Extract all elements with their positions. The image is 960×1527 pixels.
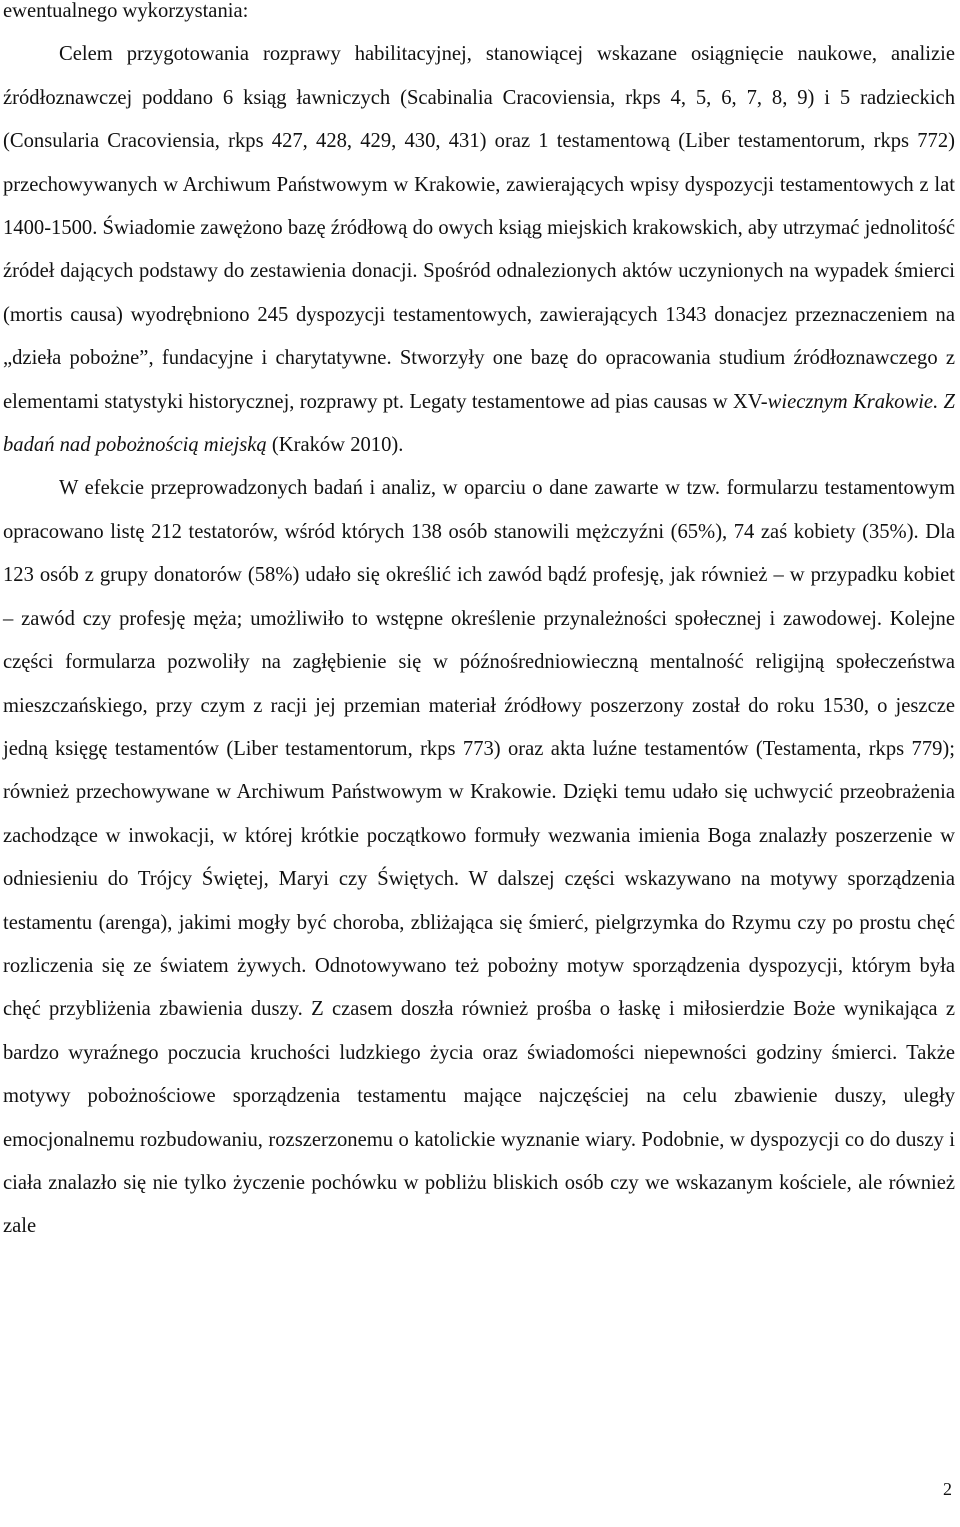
paragraph-1-italic-title: wiecznym Krakowie. Z badań nad pobożnością miejską (3, 390, 955, 457)
body-text (3, 0, 955, 1249)
heading-fragment: ewentualnego wykorzystania: (3, 0, 249, 22)
page-number: 2 (943, 1479, 952, 1499)
paragraph-1 (3, 33, 955, 467)
paragraph-2: W efekcie przeprowadzonych badań i analiz, w oparciu o dane zawarte w tzw. formularzu testamentowym opracowano listę 212 testatorów, wśród których 138 osób stanowili mężczyźni (65%), 74 zaś kobiety (35%). Dla 123 osób z grupy donatorów (58%) udało się określić ich zawód bądź profesję, jak również – w przypadku kobiet – zawód czy profesję męża; umożliwiło to wstępne określenie przynależności społecznej i zawodowej. Kolejne części formularza pozwoliły na zagłębienie się w późnośredniowieczną mentalność religijną społeczeństwa mieszczańskiego, przy czym z racji jej przemian materiał źródłowy poszerzony został do roku 1530, o jeszcze jedną księgę testamentów (Liber testamentorum, rkps 773) oraz akta luźne testamentów (Testamenta, rkps 779); również przechowywane w Archiwum Państwowym w Krakowie. Dzięki temu udało się uchwycić przeobrażenia zachodzące w inwokacji, w której krótkie początkowo formuły wezwania imienia Boga znalazły poszerzenie w odniesieniu do Trójcy Świętej, Maryi czy Świętych. W dalszej części wskazywano na motywy sporządzenia testamentu (arenga), jakimi mogły być choroba, zbliżająca się śmierć, pielgrzymka do Rzymu czy po prostu chęć rozliczenia się ze światem żywych. Odnotowywano też pobożny motyw sporządzenia dyspozycji, którym była chęć przybliżenia zbawienia duszy. Z czasem doszła również prośba o łaskę i miłosierdzie Boże wynikająca z bardzo wyraźnego poczucia kruchości ludzkiego życia oraz świadomości niepewności godziny śmierci. Także motywy pobożnościowe sporządzenia testamentu mające najczęściej na celu zbawienie duszy, uległy emocjonalnemu rozbudowaniu, rozszerzonemu o katolickie wyznanie wiary. Podobnie, w dyspozycji co do duszy i ciała znalazło się nie tylko życzenie pochówku w pobliżu bliskich osób czy we wskazanym kościele, ale również zale (3, 477, 955, 1238)
paragraph-1-text: Celem przygotowania rozprawy habilitacyjnej, stanowiącej wskazane osiągnięcie naukowe, analizie źródłoznawczej poddano 6 ksiąg ławniczych (Scabinalia Cracoviensia, rkps 4, 5, 6, 7, 8, 9) i 5 radzieckich (Consularia Cracoviensia, rkps 427, 428, 429, 430, 431) oraz 1 testamentową (Liber testamentorum, rkps 772) przechowywanych w Archiwum Państwowym w Krakowie, zawierających wpisy dyspozycji testamentowych z lat 1400-1500. Świadomie zawężono bazę źródłową do owych ksiąg miejskich krakowskich, aby utrzymać jednolitość źródeł dających podstawy do zestawienia donacji. Spośród odnalezionych aktów uczynionych na wypadek śmierci (mortis causa) wyodrębniono 245 dyspozycji testamentowych, zawierających 1343 donacjez przeznaczeniem na „dzieła pobożne”, fundacyjne i charytatywne. Stworzyły one bazę do opracowania studium źródłoznawczego z elementami statystyki historycznej, rozprawy pt. Legaty testamentowe ad pias causas w XV- (3, 43, 955, 413)
paragraph-1-tail: (Kraków 2010). (266, 434, 404, 457)
